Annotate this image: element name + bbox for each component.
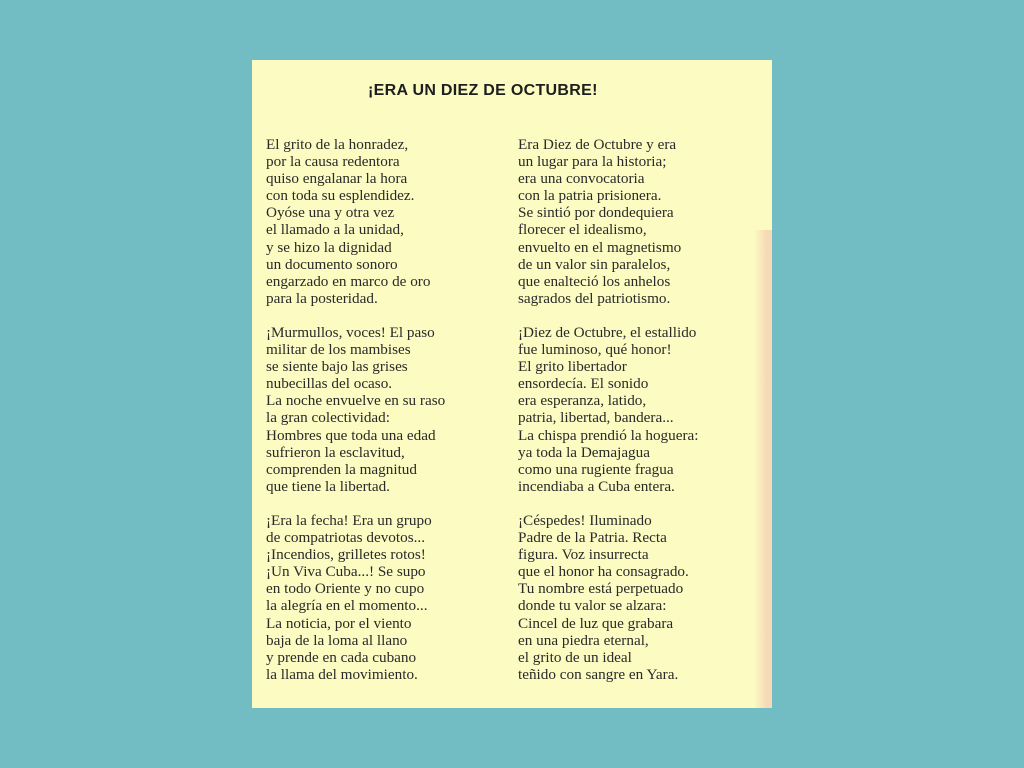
verse-line: fue luminoso, qué honor! bbox=[518, 341, 672, 359]
verse-line: por la causa redentora bbox=[266, 153, 400, 171]
verse-line: ya toda la Demajagua bbox=[518, 443, 650, 461]
verse-line: Cincel de luz que grabara bbox=[518, 614, 674, 632]
verse-line: el grito de un ideal bbox=[518, 648, 632, 666]
stanza-2 bbox=[518, 136, 763, 326]
verse-line: como una rugiente fragua bbox=[518, 460, 674, 478]
verse-line: teñido con sangre en Yara. bbox=[518, 665, 679, 683]
stanza-1 bbox=[266, 136, 511, 326]
verse-line: un documento sonoro bbox=[266, 255, 398, 273]
left-column bbox=[266, 136, 511, 702]
verse-line: que el honor ha consagrado. bbox=[518, 563, 689, 581]
poem-page bbox=[252, 60, 772, 708]
verse-line: ¡Incendios, grilletes rotos! bbox=[266, 546, 426, 564]
verse-line: un lugar para la historia; bbox=[518, 153, 667, 171]
verse-line: ¡Un Viva Cuba...! Se supo bbox=[266, 563, 426, 581]
verse-line: donde tu valor se alzara: bbox=[518, 597, 667, 615]
stanza-6 bbox=[518, 512, 763, 702]
verse-line: nubecillas del ocaso. bbox=[266, 375, 393, 393]
verse-line: Tu nombre está perpetuado bbox=[518, 580, 684, 598]
verse-line: patria, libertad, bandera... bbox=[518, 409, 674, 427]
verse-line: ¡Era la fecha! Era un grupo bbox=[266, 512, 432, 529]
verse-line: de un valor sin paralelos, bbox=[518, 255, 671, 273]
verse-line: engarzado en marco de oro bbox=[266, 272, 431, 290]
verse-line: militar de los mambises bbox=[266, 341, 411, 359]
stanza-4 bbox=[518, 324, 763, 514]
verse-line: florecer el idealismo, bbox=[518, 221, 647, 239]
verse-line: ¡Murmullos, voces! El paso bbox=[266, 324, 435, 341]
verse-line: y prende en cada cubano bbox=[266, 648, 417, 666]
verse-line: que enalteció los anhelos bbox=[518, 272, 671, 290]
verse-line: de compatriotas devotos... bbox=[266, 529, 426, 547]
verse-line: El grito libertador bbox=[518, 358, 627, 376]
verse-line: baja de la loma al llano bbox=[266, 631, 408, 649]
poem-title: ¡ERA UN DIEZ DE OCTUBRE! bbox=[368, 82, 598, 99]
verse-line: que tiene la libertad. bbox=[266, 477, 390, 495]
verse-line: Era Diez de Octubre y era bbox=[518, 136, 677, 153]
stanza-3 bbox=[266, 324, 511, 514]
verse-line: Padre de la Patria. Recta bbox=[518, 529, 667, 547]
verse-line: en todo Oriente y no cupo bbox=[266, 580, 425, 598]
verse-line: se siente bajo las grises bbox=[266, 358, 408, 376]
verse-line: y se hizo la dignidad bbox=[266, 238, 392, 256]
verse-line: ¡Céspedes! Iluminado bbox=[518, 512, 652, 529]
verse-line: con la patria prisionera. bbox=[518, 187, 662, 205]
right-column bbox=[518, 136, 763, 702]
verse-line: la alegría en el momento... bbox=[266, 597, 428, 615]
verse-line: en una piedra eternal, bbox=[518, 631, 649, 649]
verse-line: El grito de la honradez, bbox=[266, 136, 409, 153]
verse-line: era una convocatoria bbox=[518, 170, 645, 188]
verse-line: La chispa prendió la hoguera: bbox=[518, 426, 699, 444]
verse-line: Se sintió por dondequiera bbox=[518, 204, 674, 222]
verse-line: para la posteridad. bbox=[266, 289, 378, 307]
verse-line: Oyóse una y otra vez bbox=[266, 204, 395, 222]
verse-line: la llama del movimiento. bbox=[266, 665, 418, 683]
verse-line: Hombres que toda una edad bbox=[266, 426, 436, 444]
verse-line: incendiaba a Cuba entera. bbox=[518, 477, 675, 495]
verse-line: comprenden la magnitud bbox=[266, 460, 417, 478]
verse-line: sufrieron la esclavitud, bbox=[266, 443, 405, 461]
verse-line: ¡Diez de Octubre, el estallido bbox=[518, 324, 697, 341]
verse-line: ensordecía. El sonido bbox=[518, 375, 649, 393]
verse-line: el llamado a la unidad, bbox=[266, 221, 404, 239]
verse-line: quiso engalanar la hora bbox=[266, 170, 408, 188]
stanza-5 bbox=[266, 512, 511, 702]
verse-line: La noticia, por el viento bbox=[266, 614, 412, 632]
verse-line: la gran colectividad: bbox=[266, 409, 390, 427]
verse-line: con toda su esplendidez. bbox=[266, 187, 415, 205]
verse-line: La noche envuelve en su raso bbox=[266, 392, 446, 410]
verse-line: era esperanza, latido, bbox=[518, 392, 647, 410]
verse-line: envuelto en el magnetismo bbox=[518, 238, 682, 256]
verse-line: figura. Voz insurrecta bbox=[518, 546, 649, 564]
verse-line: sagrados del patriotismo. bbox=[518, 289, 671, 307]
